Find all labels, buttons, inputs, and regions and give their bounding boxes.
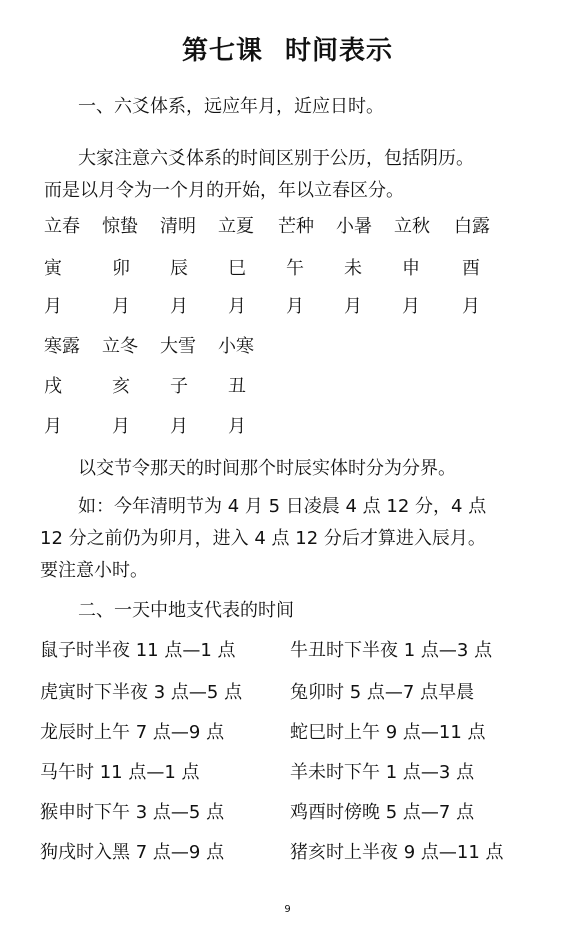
paragraph-1-line-2: 而是以月令为一个月的开始，年以立春区分。 xyxy=(44,180,404,201)
month-label: 月 xyxy=(344,296,362,317)
solar-term: 立春 xyxy=(44,216,80,237)
month-label: 月 xyxy=(228,296,246,317)
solar-term: 小寒 xyxy=(218,336,254,357)
hour-entry: 猪亥时上半夜 9 点—11 点 xyxy=(290,842,504,863)
page-title xyxy=(0,30,575,67)
month-label: 月 xyxy=(44,296,62,317)
earthly-branch: 酉 xyxy=(462,258,480,279)
solar-term: 立夏 xyxy=(218,216,254,237)
month-label: 月 xyxy=(170,416,188,437)
month-label: 月 xyxy=(286,296,304,317)
hour-entry: 羊未时下午 1 点—3 点 xyxy=(290,762,475,783)
month-label: 月 xyxy=(112,296,130,317)
title-topic: 时间表示 xyxy=(285,36,394,66)
paragraph-2: 以交节令那天的时间那个时辰实体时分为分界。 xyxy=(78,458,456,479)
earthly-branch: 亥 xyxy=(112,376,130,397)
paragraph-3-line-2: 12 分之前仍为卯月，进入 4 点 12 分后才算进入辰月。 xyxy=(40,528,486,549)
earthly-branch: 申 xyxy=(402,258,420,279)
hour-entry: 狗戌时入黑 7 点—9 点 xyxy=(40,842,225,863)
earthly-branch: 子 xyxy=(170,376,188,397)
earthly-branch: 丑 xyxy=(228,376,246,397)
title-lesson: 第七课 xyxy=(181,36,263,66)
solar-term: 芒种 xyxy=(278,216,314,237)
section2-heading: 二、一天中地支代表的时间 xyxy=(78,600,294,621)
earthly-branch: 寅 xyxy=(44,258,62,279)
paragraph-1-line-1: 大家注意六爻体系的时间区别于公历，包括阴历。 xyxy=(78,148,474,169)
month-label: 月 xyxy=(228,416,246,437)
solar-term: 小暑 xyxy=(336,216,372,237)
earthly-branch: 戌 xyxy=(44,376,62,397)
earthly-branch: 辰 xyxy=(170,258,188,279)
month-label: 月 xyxy=(462,296,480,317)
earthly-branch: 未 xyxy=(344,258,362,279)
earthly-branch: 巳 xyxy=(228,258,246,279)
hour-entry: 龙辰时上午 7 点—9 点 xyxy=(40,722,225,743)
solar-term: 白露 xyxy=(454,216,490,237)
paragraph-3-line-1: 如：今年清明节为 4 月 5 日凌晨 4 点 12 分，4 点 xyxy=(78,496,487,517)
solar-term: 大雪 xyxy=(160,336,196,357)
hour-entry: 马午时 11 点—1 点 xyxy=(40,762,200,783)
section1-heading: 一、六爻体系，远应年月，近应日时。 xyxy=(78,96,384,117)
hour-entry: 鼠子时半夜 11 点—1 点 xyxy=(40,640,236,661)
month-label: 月 xyxy=(44,416,62,437)
hour-entry: 兔卯时 5 点—7 点早晨 xyxy=(290,682,475,703)
solar-term: 清明 xyxy=(160,216,196,237)
hour-entry: 蛇巳时上午 9 点—11 点 xyxy=(290,722,486,743)
month-label: 月 xyxy=(402,296,420,317)
hour-entry: 虎寅时下半夜 3 点—5 点 xyxy=(40,682,243,703)
paragraph-3-line-3: 要注意小时。 xyxy=(40,560,148,581)
earthly-branch: 午 xyxy=(286,258,304,279)
earthly-branch: 卯 xyxy=(112,258,130,279)
solar-term: 立冬 xyxy=(102,336,138,357)
month-label: 月 xyxy=(170,296,188,317)
hour-entry: 牛丑时下半夜 1 点—3 点 xyxy=(290,640,493,661)
solar-term: 立秋 xyxy=(394,216,430,237)
month-label: 月 xyxy=(112,416,130,437)
page-number: 9 xyxy=(284,904,291,915)
solar-term: 寒露 xyxy=(44,336,80,357)
solar-term: 惊蛰 xyxy=(102,216,138,237)
hour-entry: 猴申时下午 3 点—5 点 xyxy=(40,802,225,823)
hour-entry: 鸡酉时傍晚 5 点—7 点 xyxy=(290,802,475,823)
